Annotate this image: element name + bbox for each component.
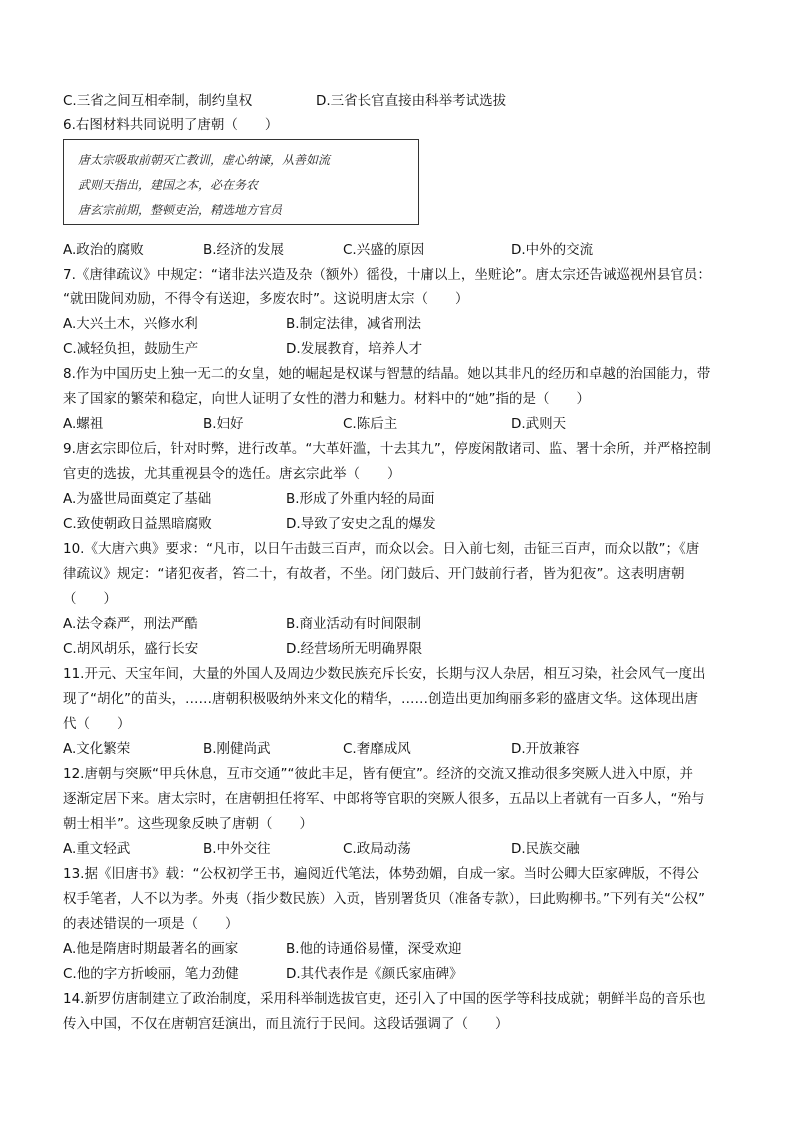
q9-option-c: C.致使朝政日益黑暗腐败 bbox=[63, 516, 212, 532]
q12-stem-line-3: 朝士相半”。这些现象反映了唐朝（ ） bbox=[63, 816, 313, 832]
q12-stem-line-2: 逐渐定居下来。唐太宗时，在唐朝担任将军、中郎将等官职的突厥人很多，五品以上者就有一百多人，“殆与 bbox=[63, 791, 705, 807]
q13-stem-line-2: 权手笔者，人不以为孝。外夷（指少数民族）入贡，皆别署货贝（准备专款），曰此购柳书。”下列有关“公权” bbox=[63, 891, 705, 907]
q11-option-c: C.奢靡成风 bbox=[343, 741, 411, 757]
q11-option-b: B.刚健尚武 bbox=[203, 741, 271, 757]
q8-option-c: C.陈后主 bbox=[343, 416, 398, 432]
q9-option-b: B.形成了外重内轻的局面 bbox=[286, 491, 435, 507]
q7-stem-line-1: 7.《唐律疏议》中规定：“诸非法兴造及杂（额外）徭役，十庸以上，坐赃论”。唐太宗还告诫巡视州县官员： bbox=[63, 267, 711, 283]
q13-option-a: A.他是隋唐时期最著名的画家 bbox=[63, 941, 239, 957]
q10-option-d: D.经营场所无明确界限 bbox=[286, 641, 423, 657]
q11-option-a: A.文化繁荣 bbox=[63, 741, 131, 757]
q6-option-b: B.经济的发展 bbox=[203, 242, 285, 258]
q7-option-a: A.大兴土木，兴修水利 bbox=[63, 316, 198, 332]
q13-stem-line-3: 的表述错误的一项是（ ） bbox=[63, 916, 239, 932]
q6-material-line-2: 武则天指出，建国之本，必在务农 bbox=[78, 178, 259, 192]
q10-option-a: A.法令森严，刑法严酷 bbox=[63, 616, 198, 632]
q9-stem-line-1: 9.唐玄宗即位后，针对时弊，进行改革。“大革奸滥，十去其九”，停废闲散诸司、监、署十余所，并严格控制 bbox=[63, 441, 711, 457]
q7-stem-line-2: “就田陇间劝励，不得令有送迎，多废农时”。这说明唐太宗（ ） bbox=[63, 291, 469, 307]
q7-option-d: D.发展教育，培养人才 bbox=[286, 341, 423, 357]
q5-option-c: C.三省之间互相牵制，制约皇权 bbox=[63, 93, 253, 109]
q9-option-d: D.导致了安史之乱的爆发 bbox=[286, 516, 436, 532]
q12-option-d: D.民族交融 bbox=[511, 841, 580, 857]
q8-stem-line-2: 来了国家的繁荣和稳定，向世人证明了女性的潜力和魅力。材料中的“她”指的是（ ） bbox=[63, 391, 590, 407]
q9-option-a: A.为盛世局面奠定了基础 bbox=[63, 491, 212, 507]
q11-option-d: D.开放兼容 bbox=[511, 741, 580, 757]
q7-option-b: B.制定法律，减省刑法 bbox=[286, 316, 422, 332]
q12-option-c: C.政局动荡 bbox=[343, 841, 411, 857]
q11-stem-line-2: 现了“胡化”的苗头，……唐朝积极吸纳外来文化的精华，……创造出更加绚丽多彩的盛唐文华。这体现出唐 bbox=[63, 691, 698, 707]
q6-option-a: A.政治的腐败 bbox=[63, 242, 144, 258]
q12-option-b: B.中外交往 bbox=[203, 841, 271, 857]
q10-option-b: B.商业活动有时间限制 bbox=[286, 616, 422, 632]
q6-material-box bbox=[63, 139, 419, 225]
q6-material-line-3: 唐玄宗前期，整顿吏治，精选地方官员 bbox=[78, 203, 283, 217]
q12-stem-line-1: 12.唐朝与突厥“甲兵休息，互市交通”“彼此丰足，皆有便宜”。经济的交流又推动很多突厥人进入中原，并 bbox=[63, 766, 693, 782]
q6-material-line-1: 唐太宗吸取前朝灭亡教训，虚心纳谏，从善如流 bbox=[78, 153, 331, 167]
q8-stem-line-1: 8.作为中国历史上独一无二的女皇，她的崛起是权谋与智慧的结晶。她以其非凡的经历和卓越的治国能力，带 bbox=[63, 366, 711, 382]
q8-option-a: A.螺祖 bbox=[63, 416, 104, 432]
q10-stem-line-2: 律疏议》规定：“诸犯夜者，笞二十，有故者，不坐。闭门鼓后、开门鼓前行者，皆为犯夜”。这表明唐朝 bbox=[63, 566, 685, 582]
q10-stem-line-1: 10.《大唐六典》要求：“凡市，以日午击鼓三百声，而众以会。日入前七刻，击钲三百声，而众以散”；《唐 bbox=[63, 541, 700, 557]
q5-option-d: D.三省长官直接由科举考试选拔 bbox=[316, 93, 507, 109]
q8-option-d: D.武则天 bbox=[511, 416, 567, 432]
q7-option-c: C.减轻负担，鼓励生产 bbox=[63, 341, 199, 357]
q12-option-a: A.重文轻武 bbox=[63, 841, 131, 857]
q13-option-b: B.他的诗通俗易懂，深受欢迎 bbox=[286, 941, 462, 957]
q10-stem-line-3: （ ） bbox=[63, 591, 117, 607]
q9-stem-line-2: 官吏的选拔，尤其重视县令的选任。唐玄宗此举（ ） bbox=[63, 466, 401, 482]
q13-stem-line-1: 13.据《旧唐书》载：“公权初学王书，遍阅近代笔法，体势劲媚，自成一家。当时公卿大臣家碑版，不得公 bbox=[63, 866, 699, 882]
q6-option-d: D.中外的交流 bbox=[511, 242, 594, 258]
q6-option-c: C.兴盛的原因 bbox=[343, 242, 425, 258]
q6-stem: 6.右图材料共同说明了唐朝（ ） bbox=[63, 117, 279, 133]
q14-stem-line-2: 传入中国，不仅在唐朝宫廷演出，而且流行于民间。这段话强调了（ ） bbox=[63, 1016, 509, 1032]
q13-option-d: D.其代表作是《颜氏家庙碑》 bbox=[286, 966, 463, 982]
q11-stem-line-3: 代（ ） bbox=[63, 716, 131, 732]
q8-option-b: B.妇好 bbox=[203, 416, 244, 432]
q14-stem-line-1: 14.新罗仿唐制建立了政治制度，采用科举制选拔官吏，还引入了中国的医学等科技成就；朝鲜半岛的音乐也 bbox=[63, 991, 706, 1007]
q11-stem-line-1: 11.开元、天宝年间，大量的外国人及周边少数民族充斥长安，长期与汉人杂居，相互习染，社会风气一度出 bbox=[63, 666, 706, 682]
q10-option-c: C.胡风胡乐，盛行长安 bbox=[63, 641, 199, 657]
q13-option-c: C.他的字方折峻丽，笔力劲健 bbox=[63, 966, 239, 982]
